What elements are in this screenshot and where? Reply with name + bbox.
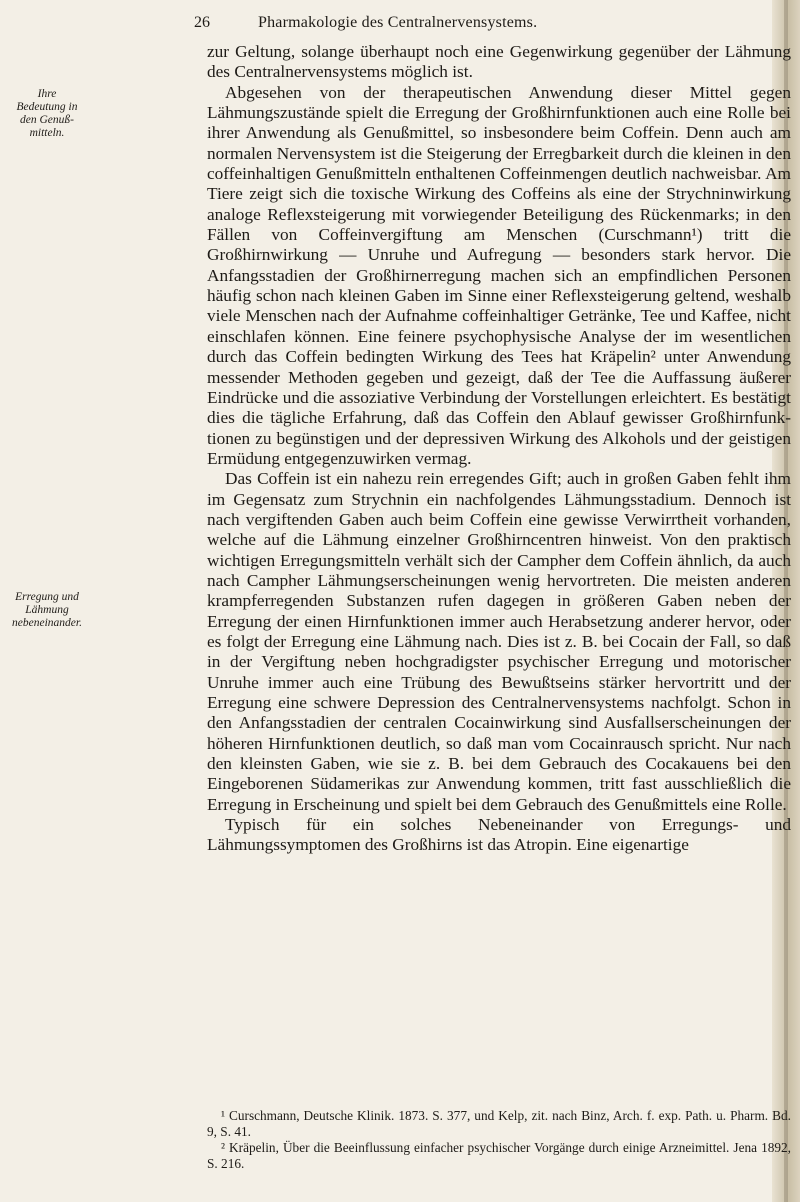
running-title: Pharmakologie des Centralnervensystems. bbox=[258, 14, 538, 31]
margin-note-erregung-laehmung: Erregung und Lähmung nebeneinander. bbox=[12, 591, 82, 629]
footnote-1: ¹ Curschmann, Deutsche Klinik. 1873. S. 377, und Kelp, zit. nach Binz, Arch. f. exp. Path. u. Pharm. Bd. 9, S. 41. bbox=[207, 1108, 791, 1139]
footnote-2: ² Kräpelin, Über die Beeinflussung einfacher psychischer Vorgänge durch einige Arzneimittel. Jena 1892, S. 216. bbox=[207, 1140, 791, 1171]
page-header bbox=[0, 14, 800, 36]
margin-note-genussmittel: Ihre Bedeutung in den Genußmitteln. bbox=[16, 88, 78, 139]
paragraph-2: Abgesehen von der therapeutischen Anwendung dieser Mittel gegen Lähmungszustände spielt die Erregung der Großhirnfunktionen auch eine Rolle bei ihrer Anwendung als Genußmittel, so insbesondere beim Coffein. Denn auch am normalen Nervensystem ist die Steigerung der Erregbarkeit durch die kleinen in den coffeinhaltigen Genußmitteln enthaltenen Coffeinmengen deutlich nachweisbar. Am Tiere zeigt sich die toxische Wirkung des Coffeins als eine der Strychninwirkung analoge Reflexsteigerung mit vorwiegender Beteiligung des Rückenmarks; in den Fällen von Coffeinvergiftung am Menschen (Curschmann¹) tritt die Großhirnwirkung — Unruhe und Aufregung — besonders stark hervor. Die Anfangsstadien der Großhirnerregung machen sich an empfindlichen Personen häufig schon nach kleinen Gaben im Sinne einer Reflexsteigerung geltend, weshalb viele Menschen nach der Aufnahme coffeinhaltiger Getränke, Tee und Kaffee, nicht einschlafen können. Eine feinere psychophysische Analyse der im wesentlichen durch das Coffein bedingten Wirkung des Tees hat Kräpelin² unter Anwendung messender Methoden gegeben und gezeigt, daß der Tee die Auffassung äußerer Eindrücke und die assoziative Verbindung der Vorstellungen erleichtert. Es bestätigt dies die tägliche Erfahrung, daß das Coffein den Ablauf gewisser Großhirnfunktionen zu begünstigen und der depressiven Wirkung des Alkohols und der geistigen Ermüdung entgegenzuwirken vermag. bbox=[207, 82, 791, 468]
footnotes bbox=[207, 1108, 791, 1172]
paragraph-1: zur Geltung, solange überhaupt noch eine Gegenwirkung gegenüber der Lähmung des Centralnervensystems möglich ist. bbox=[207, 42, 791, 82]
paragraph-3: Das Coffein ist ein nahezu rein erregendes Gift; auch in großen Gaben fehlt ihm im Gegensatz zum Strychnin ein nachfolgendes Lähmungsstadium. Dennoch ist nach vergiftenden Gaben auch beim Coffein eine gewisse Verwirrtheit vorhanden, welche auf die Lähmung einzelner Großhirncentren hinweist. Von den praktisch wichtigen Erregungsmitteln verhält sich der Campher dem Coffein ähnlich, da auch nach Campher Lähmungserscheinungen wenig hervortreten. Die meisten anderen krampferregenden Substanzen rufen dagegen in größeren Gaben neben der Erregung der einen Hirnfunktionen immer auch Herabsetzung anderer hervor, oder es folgt der Erregung eine Lähmung nach. Dies ist z. B. bei Cocain der Fall, so daß in der Vergiftung neben hochgradigster psychischer Erregung und motorischer Unruhe immer auch eine Trübung des Bewußtseins stärker hervortritt und der Erregung eine schwere Depression des Centralnervensystems nachfolgt. Schon in den Anfangsstadien der centralen Cocainwirkung sind Ausfallserscheinungen der höheren Hirnfunktionen deutlich, so daß man vom Cocainrausch spricht. Nur nach den kleinsten Gaben, wie sie z. B. bei dem Gebrauch des Cocakauens bei den Eingeborenen Südamerikas zur Anwendung kommen, tritt fast ausschließlich die Erregung in Erscheinung und spielt bei dem Gebrauch des Genußmittels eine Rolle. bbox=[207, 469, 791, 814]
body-text bbox=[207, 42, 791, 856]
page-number: 26 bbox=[194, 14, 210, 31]
paragraph-4: Typisch für ein solches Nebeneinander von Erregungs- und Lähmungssymptomen des Großhirns ist das Atropin. Eine eigenartige bbox=[207, 815, 791, 855]
